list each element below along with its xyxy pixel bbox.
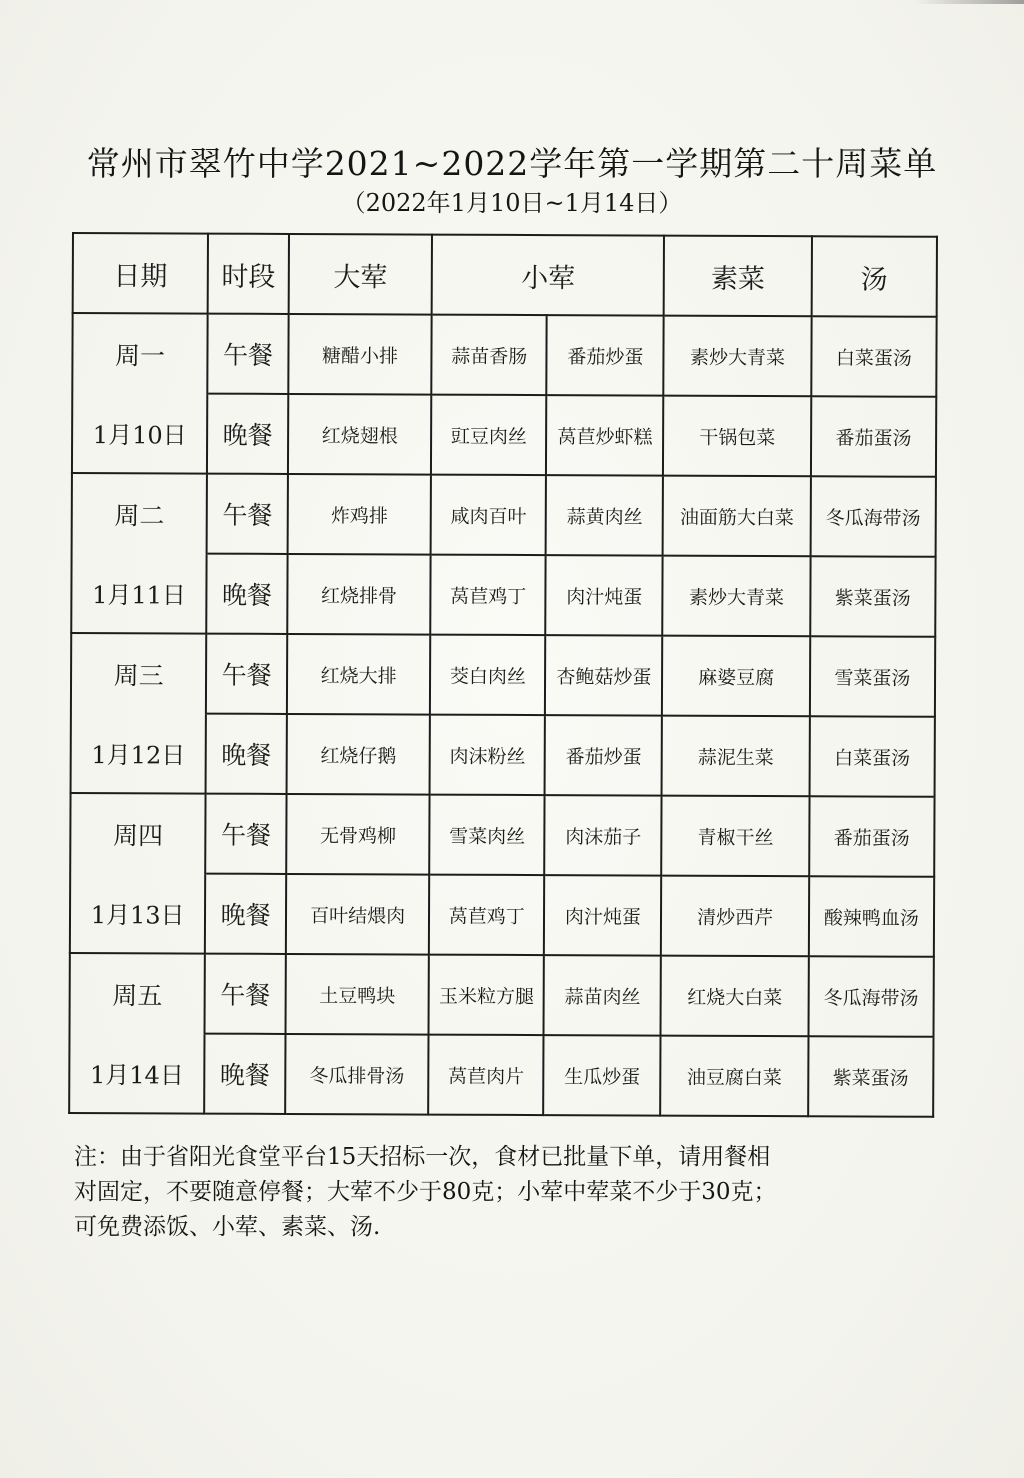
main-meat-cell: 糖醋小排 xyxy=(288,314,432,395)
table-row-wed-lunch xyxy=(71,633,935,717)
main-meat-cell: 炸鸡排 xyxy=(288,474,432,555)
main-meat-cell: 红烧翅根 xyxy=(288,394,432,475)
side-meat-1-cell: 蒜苗香肠 xyxy=(432,315,547,396)
vegetable-cell: 红烧大白菜 xyxy=(661,956,809,1037)
side-meat-1-cell: 雪菜肉丝 xyxy=(429,795,544,876)
footnote xyxy=(74,1140,954,1245)
soup-cell: 酸辣鸭血汤 xyxy=(809,876,935,957)
side-meat-1-cell: 咸肉百叶 xyxy=(431,475,546,556)
soup-cell: 冬瓜海带汤 xyxy=(808,956,934,1037)
vegetable-cell: 干锅包菜 xyxy=(663,396,811,477)
table-row-mon-lunch xyxy=(72,313,936,397)
header-period: 时段 xyxy=(208,234,289,314)
scan-edge-artifact xyxy=(914,0,1024,4)
soup-cell: 冬瓜海带汤 xyxy=(810,476,936,557)
period-cell: 午餐 xyxy=(207,474,288,554)
table-row-wed-dinner xyxy=(71,713,935,797)
date-cell: 1月12日 xyxy=(71,713,207,794)
vegetable-cell: 麻婆豆腐 xyxy=(662,636,810,717)
side-meat-2-cell: 蒜苗肉丝 xyxy=(544,955,661,1036)
side-meat-1-cell: 豇豆肉丝 xyxy=(431,395,546,476)
header-main-meat: 大荤 xyxy=(289,234,433,315)
footnote-line: 注：由于省阳光食堂平台15天招标一次，食材已批量下单，请用餐相 xyxy=(74,1144,771,1170)
weekday-cell: 周四 xyxy=(70,793,206,874)
side-meat-1-cell: 莴苣鸡丁 xyxy=(431,555,546,636)
header-soup: 汤 xyxy=(811,236,937,317)
footnote-line: 对固定，不要随意停餐；大荤不少于80克；小荤中荤菜不少于30克； xyxy=(74,1179,777,1205)
vegetable-cell: 油面筋大白菜 xyxy=(663,476,811,557)
side-meat-1-cell: 玉米粒方腿 xyxy=(429,955,544,1036)
table-row-thu-dinner xyxy=(70,873,934,957)
side-meat-1-cell: 莴苣鸡丁 xyxy=(429,875,544,956)
side-meat-2-cell: 番茄炒蛋 xyxy=(547,315,664,396)
side-meat-2-cell: 杏鲍菇炒蛋 xyxy=(545,635,662,716)
document-title: 常州市翠竹中学2021~2022学年第一学期第二十周菜单 xyxy=(86,144,938,183)
header-date: 日期 xyxy=(73,233,209,314)
side-meat-1-cell: 莴苣肉片 xyxy=(428,1035,543,1116)
vegetable-cell: 素炒大青菜 xyxy=(663,556,811,637)
table-row-fri-lunch xyxy=(70,953,934,1037)
weekly-menu-table xyxy=(68,232,938,1118)
period-cell: 午餐 xyxy=(206,634,287,714)
soup-cell: 紫菜蛋汤 xyxy=(808,1036,934,1117)
soup-cell: 紫菜蛋汤 xyxy=(810,556,936,637)
vegetable-cell: 素炒大青菜 xyxy=(664,316,812,397)
side-meat-2-cell: 莴苣炒虾糕 xyxy=(546,395,663,476)
main-meat-cell: 红烧排骨 xyxy=(287,554,431,635)
weekday-cell: 周一 xyxy=(72,313,208,394)
document-date-range: （2022年1月10日~1月14日） xyxy=(341,189,683,217)
table-row-tue-dinner xyxy=(71,553,935,637)
side-meat-2-cell: 蒜黄肉丝 xyxy=(546,475,663,556)
date-cell: 1月13日 xyxy=(70,873,206,954)
period-cell: 晚餐 xyxy=(205,874,286,954)
vegetable-cell: 清炒西芹 xyxy=(661,876,809,957)
main-meat-cell: 冬瓜排骨汤 xyxy=(285,1034,429,1115)
soup-cell: 白菜蛋汤 xyxy=(809,716,935,797)
main-meat-cell: 土豆鸭块 xyxy=(285,954,429,1035)
main-meat-cell: 无骨鸡柳 xyxy=(286,794,430,875)
period-cell: 午餐 xyxy=(205,954,286,1034)
side-meat-2-cell: 肉汁炖蛋 xyxy=(544,875,661,956)
table-row-thu-lunch xyxy=(70,793,934,877)
weekday-cell: 周五 xyxy=(70,953,206,1034)
period-cell: 午餐 xyxy=(205,794,286,874)
table-header-row xyxy=(73,233,937,317)
soup-cell: 白菜蛋汤 xyxy=(811,316,937,397)
date-cell: 1月10日 xyxy=(72,393,208,474)
table-row-fri-dinner xyxy=(69,1033,933,1117)
date-cell: 1月14日 xyxy=(69,1033,205,1114)
vegetable-cell: 蒜泥生菜 xyxy=(662,716,810,797)
period-cell: 晚餐 xyxy=(206,714,287,794)
weekday-cell: 周三 xyxy=(71,633,207,714)
soup-cell: 雪菜蛋汤 xyxy=(810,636,936,717)
side-meat-1-cell: 茭白肉丝 xyxy=(430,635,545,716)
main-meat-cell: 百叶结煨肉 xyxy=(286,874,430,955)
side-meat-2-cell: 肉汁炖蛋 xyxy=(546,555,663,636)
footnote-line: 可免费添饭、小荤、素菜、汤. xyxy=(74,1214,381,1240)
header-side-meat: 小荤 xyxy=(432,235,664,316)
main-meat-cell: 红烧大排 xyxy=(287,634,431,715)
side-meat-2-cell: 生瓜炒蛋 xyxy=(544,1035,661,1116)
table-row-mon-dinner xyxy=(72,393,936,477)
header-vegetable: 素菜 xyxy=(664,236,812,317)
soup-cell: 番茄蛋汤 xyxy=(809,796,935,877)
side-meat-2-cell: 番茄炒蛋 xyxy=(545,715,662,796)
vegetable-cell: 青椒干丝 xyxy=(662,796,810,877)
weekday-cell: 周二 xyxy=(72,473,208,554)
soup-cell: 番茄蛋汤 xyxy=(811,396,937,477)
period-cell: 午餐 xyxy=(208,314,289,394)
period-cell: 晚餐 xyxy=(206,554,287,634)
period-cell: 晚餐 xyxy=(204,1034,285,1114)
table-row-tue-lunch xyxy=(72,473,936,557)
period-cell: 晚餐 xyxy=(207,394,288,474)
vegetable-cell: 油豆腐白菜 xyxy=(661,1036,809,1117)
side-meat-2-cell: 肉沫茄子 xyxy=(545,795,662,876)
main-meat-cell: 红烧仔鹅 xyxy=(287,714,431,795)
date-cell: 1月11日 xyxy=(71,553,207,634)
side-meat-1-cell: 肉沫粉丝 xyxy=(430,715,545,796)
